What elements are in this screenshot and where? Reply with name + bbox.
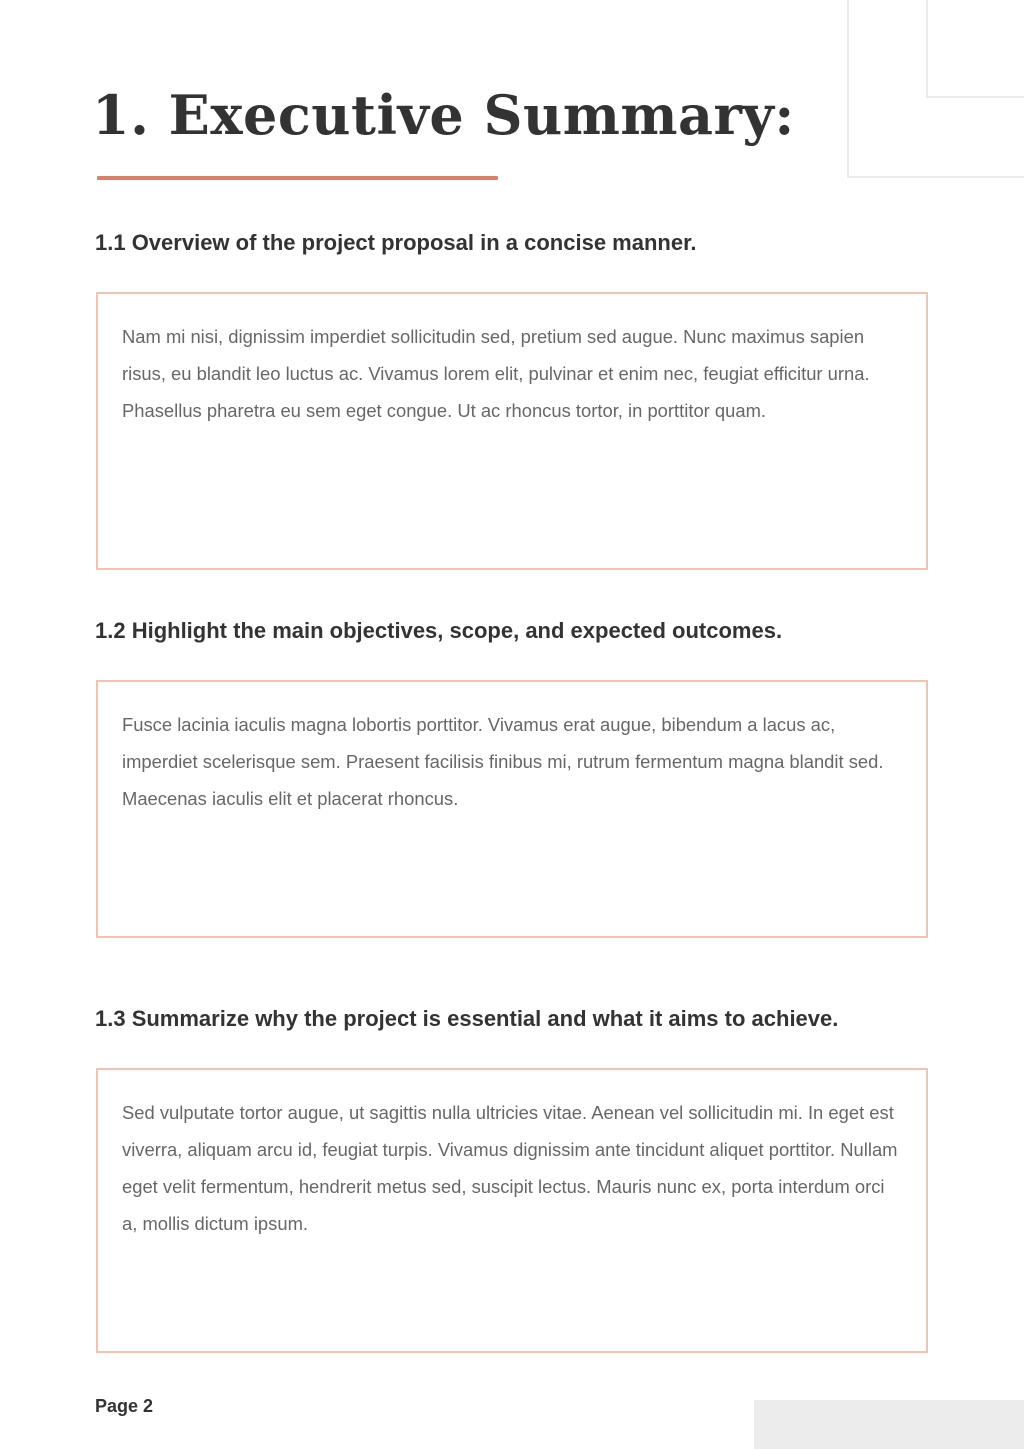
page-number: Page 2 bbox=[95, 1396, 154, 1416]
footer-decoration-block bbox=[754, 1400, 1024, 1449]
section-body-1-2: Fusce lacinia iaculis magna lobortis porttitor. Vivamus erat augue, bibendum a lacus ac, imperdiet scelerisque sem. Praesent facilisis finibus mi, rutrum fermentum magna blandit sed. Maecenas iaculis elit et placerat rhoncus. bbox=[122, 714, 884, 809]
section-heading-1-2: 1.2 Highlight the main objectives, scope, and expected outcomes. bbox=[95, 618, 783, 643]
section-body-1-1: Nam mi nisi, dignissim imperdiet sollicitudin sed, pretium sed augue. Nunc maximus sapien risus, eu blandit leo luctus ac. Vivamus lorem elit, pulvinar et enim nec, feugiat efficitur urna. Phasellus pharetra eu sem eget congue. Ut ac rhoncus tortor, in porttitor quam. bbox=[122, 326, 870, 421]
section-heading-1-3: 1.3 Summarize why the project is essential and what it aims to achieve. bbox=[95, 1006, 839, 1031]
corner-decoration-inner-frame bbox=[926, 0, 1024, 98]
section-box-1-1 bbox=[96, 292, 928, 570]
section-box-1-3 bbox=[96, 1068, 928, 1353]
page-title: 1. Executive Summary: bbox=[92, 83, 795, 147]
title-underline bbox=[97, 176, 498, 180]
section-body-1-3: Sed vulputate tortor augue, ut sagittis nulla ultricies vitae. Aenean vel sollicitudin mi. In eget est viverra, aliquam arcu id, feugiat turpis. Vivamus dignissim ante tincidunt aliquet porttitor. Nullam eget velit fermentum, hendrerit metus sed, suscipit lectus. Mauris nunc ex, porta interdum orci a, mollis dictum ipsum. bbox=[122, 1102, 898, 1234]
section-box-1-2 bbox=[96, 680, 928, 938]
section-heading-1-1: 1.1 Overview of the project proposal in a concise manner. bbox=[95, 230, 697, 255]
